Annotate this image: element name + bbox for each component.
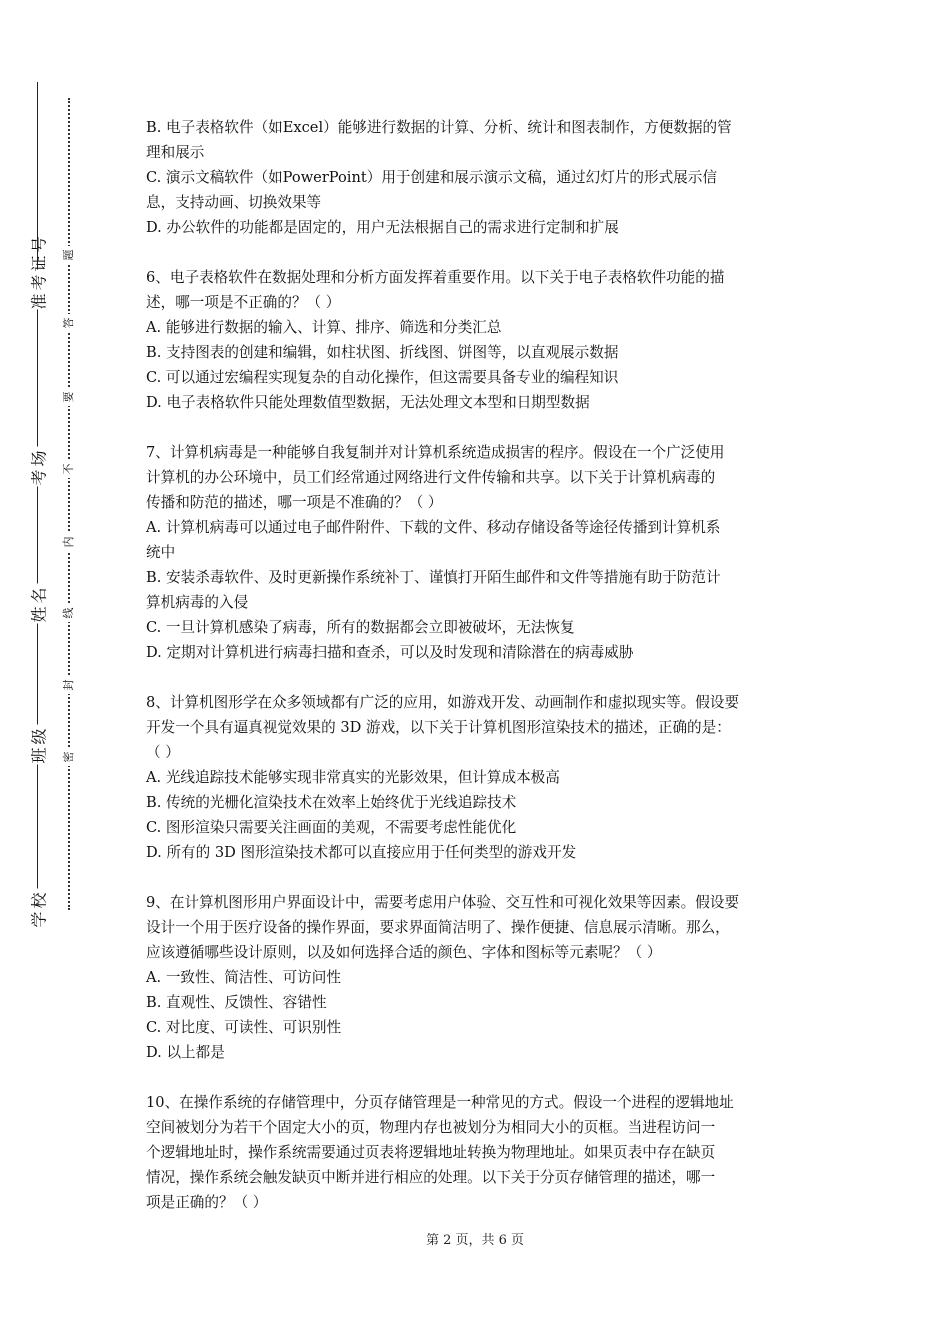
question-7-option-b: B. 安装杀毒软件、及时更新操作系统补丁、谨慎打开陌生邮件和文件等措施有助于防范计 [146,569,721,586]
page-footer: 第 2 页，共 6 页 [425,1233,525,1248]
question-8-option-a: A. 光线追踪技术能够实现非常真实的光影效果，但计算成本极高 [146,769,560,786]
question-8-option-c: C. 图形渲染只需要关注画面的美观，不需要考虑性能优化 [146,819,517,836]
question-7-option-b: 算机病毒的入侵 [146,594,249,611]
paragraph-gap [146,865,814,890]
text-line: 理和展示 [146,144,205,161]
binding-dotted-line [68,98,70,910]
question-8-stem: 8、计算机图形学在众多领域都有广泛的应用，如游戏开发、动画制作和虚拟现实等。假设要 [146,694,740,711]
question-7-stem: 计算机的办公环境中，员工们经常通过网络进行文件传输和共享。以下关于计算机病毒的 [146,469,716,486]
seal-char: 线 [62,604,76,622]
question-10-stem: 情况，操作系统会触发缺页中断并进行相应的处理。以下关于分页存储管理的描述，哪一 [146,1169,716,1186]
field-class-label: 班级 [27,725,50,765]
paragraph-gap [146,665,814,690]
question-7-option-d: D. 定期对计算机进行病毒扫描和查杀，可以及时发现和清除潜在的病毒威胁 [146,644,634,661]
question-8-stem: 开发一个具有逼真视觉效果的 3D 游戏，以下关于计算机图形渲染技术的描述，正确的是： [146,719,731,736]
field-exam-number-label: 准考证号 [27,270,50,310]
question-9-stem: 9、在计算机图形用户界面设计中，需要考虑用户体验、交互性和可视化效果等因素。假设要 [146,894,740,911]
question-6-option-c: C. 可以通过宏编程实现复杂的自动化操作，但这需要具备专业的编程知识 [146,369,619,386]
question-10-stem: 10、在操作系统的存储管理中，分页存储管理是一种常见的方式。假设一个进程的逻辑地址 [146,1094,734,1111]
question-7-option-a: 统中 [146,544,176,561]
question-7-stem: 传播和防范的描述，哪一项是不准确的？（ ） [146,494,443,511]
seal-char: 内 [62,533,76,551]
paragraph-gap [146,415,814,440]
question-content [146,115,814,1215]
question-7-stem: 7、计算机病毒是一种能够自我复制并对计算机系统造成损害的程序。假设在一个广泛使用 [146,444,725,461]
question-9-option-b: B. 直观性、反馈性、容错性 [146,994,327,1011]
text-line: B. 电子表格软件（如Excel）能够进行数据的计算、分析、统计和图表制作，方便数据的管 [146,119,732,136]
seal-char: 题 [62,246,76,264]
question-7-option-a: A. 计算机病毒可以通过电子邮件附件、下载的文件、移动存储设备等途径传播到计算机系 [146,519,721,536]
seal-char: 密 [62,748,76,766]
question-8-stem: （ ） [146,744,180,761]
field-exam-room-label: 考场 [27,447,50,487]
question-6-option-a: A. 能够进行数据的输入、计算、排序、筛选和分类汇总 [146,319,502,336]
question-6-option-b: B. 支持图表的创建和编辑，如柱状图、折线图、饼图等，以直观展示数据 [146,344,619,361]
binding-margin [0,0,110,1344]
question-10-stem: 空间被划分为若干个固定大小的页，物理内存也被划分为相同大小的页框。当进程访问一 [146,1119,716,1136]
binding-solid-line [37,82,38,912]
seal-char: 封 [62,676,76,694]
question-9-stem: 应该遵循哪些设计原则，以及如何选择合适的颜色、字体和图标等元素呢？（ ） [146,944,662,961]
question-9-option-c: C. 对比度、可读性、可识别性 [146,1019,342,1036]
seal-char: 答 [62,314,76,332]
text-line: C. 演示文稿软件（如PowerPoint）用于创建和展示演示文稿，通过幻灯片的形式展示信 [146,169,717,186]
text-line: 息，支持动画、切换效果等 [146,194,322,211]
question-9-option-a: A. 一致性、简洁性、可访问性 [146,969,341,986]
paragraph-gap [146,240,814,265]
seal-char: 不 [62,460,76,478]
paragraph-gap [146,1065,814,1090]
question-10-stem: 个逻辑地址时，操作系统需要通过页表将逻辑地址转换为物理地址。如果页表中存在缺页 [146,1144,716,1161]
question-9-stem: 设计一个用于医疗设备的操作界面，要求界面简洁明了、操作便捷、信息展示清晰。那么， [146,919,730,936]
field-name-label: 姓名 [27,584,50,624]
question-10-stem: 项是正确的？（ ） [146,1194,268,1211]
question-6-option-d: D. 电子表格软件只能处理数值型数据，无法处理文本型和日期型数据 [146,394,590,411]
field-school-label: 学校 [27,889,50,929]
question-6-stem: 述，哪一项是不正确的？（ ） [146,294,341,311]
question-6-stem: 6、电子表格软件在数据处理和分析方面发挥着重要作用。以下关于电子表格软件功能的描 [146,269,725,286]
question-9-option-d: D. 以上都是 [146,1044,225,1061]
seal-char: 要 [62,388,76,406]
question-8-option-d: D. 所有的 3D 图形渲染技术都可以直接应用于任何类型的游戏开发 [146,844,577,861]
question-8-option-b: B. 传统的光栅化渲染技术在效率上始终优于光线追踪技术 [146,794,517,811]
text-line: D. 办公软件的功能都是固定的，用户无法根据自己的需求进行定制和扩展 [146,219,619,236]
question-7-option-c: C. 一旦计算机感染了病毒，所有的数据都会立即被破坏，无法恢复 [146,619,575,636]
